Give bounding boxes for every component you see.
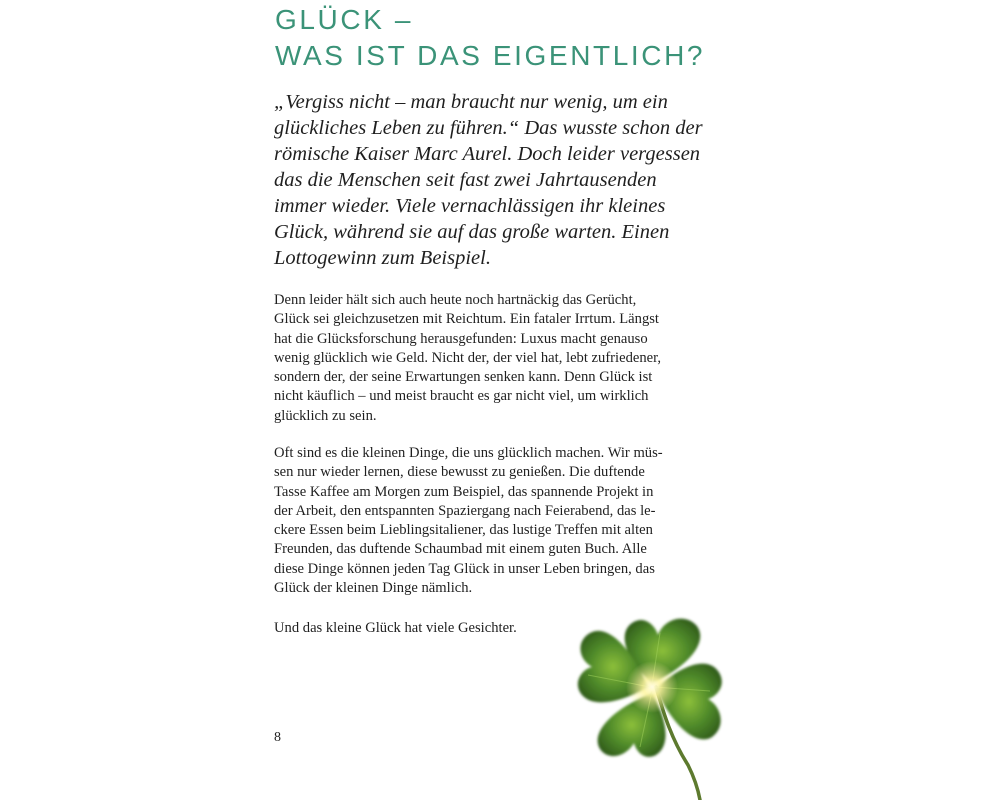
intro-line: „Vergiss nicht – man braucht nur wenig, um ein: [274, 91, 668, 113]
body-paragraph-1: [274, 291, 694, 426]
intro-line: glückliches Leben zu führen.“ Das wusste schon der: [274, 117, 703, 139]
text-line: ckere Essen beim Lieblingsitaliener, das lustige Treffen mit alten: [274, 522, 653, 539]
text-line: hat die Glücksforschung herausgefunden: Luxus macht genauso: [274, 330, 648, 347]
text-line: Oft sind es die kleinen Dinge, die uns glücklich machen. Wir müs-: [274, 445, 663, 461]
chapter-heading: [275, 2, 705, 74]
intro-line: römische Kaiser Marc Aurel. Doch leider vergessen: [274, 143, 701, 165]
text-line: diese Dinge können jeden Tag Glück in unser Leben bringen, das: [274, 560, 655, 577]
intro-line: Lottogewinn zum Beispiel.: [274, 247, 491, 269]
heading-line-2: WAS IST DAS EIGENTLICH?: [275, 40, 706, 71]
text-line: Glück der kleinen Dinge nämlich.: [274, 580, 473, 597]
text-line: Freunden, das duftende Schaumbad mit einem guten Buch. Alle: [274, 541, 647, 558]
intro-line: Glück, während sie auf das große warten. Einen: [274, 221, 670, 243]
text-line: Denn leider hält sich auch heute noch hartnäckig das Gerücht,: [274, 292, 637, 308]
text-line: wenig glücklich wie Geld. Nicht der, der viel hat, lebt zufriedener,: [274, 349, 662, 366]
heading-line-1: GLÜCK –: [275, 4, 414, 35]
clover-glow: [626, 661, 678, 713]
text-line: nicht käuflich – und meist braucht es gar nicht viel, um wirklich: [274, 388, 649, 405]
intro-line: das die Menschen seit fast zwei Jahrtausenden: [274, 169, 657, 191]
intro-line: immer wieder. Viele vernachlässigen ihr kleines: [274, 195, 666, 217]
intro-quote-paragraph: [274, 89, 703, 271]
text-line: sondern der, der seine Erwartungen senken kann. Denn Glück ist: [274, 369, 653, 386]
four-leaf-clover-icon: [560, 605, 740, 800]
body-paragraph-2: [274, 444, 694, 598]
text-line: glücklich zu sein.: [274, 407, 377, 424]
text-line: Glück sei gleichzusetzen mit Reichtum. Ein fataler Irrtum. Längst: [274, 311, 659, 328]
text-line: der Arbeit, den entspannten Spaziergang nach Feierabend, das le-: [274, 502, 656, 519]
text-line: Und das kleine Glück hat viele Gesichter.: [274, 620, 517, 636]
text-line: sen nur wieder lernen, diese bewusst zu genießen. Die duftende: [274, 464, 645, 481]
page-number: 8: [274, 730, 281, 745]
text-line: Tasse Kaffee am Morgen zum Beispiel, das spannende Projekt in: [274, 483, 654, 500]
